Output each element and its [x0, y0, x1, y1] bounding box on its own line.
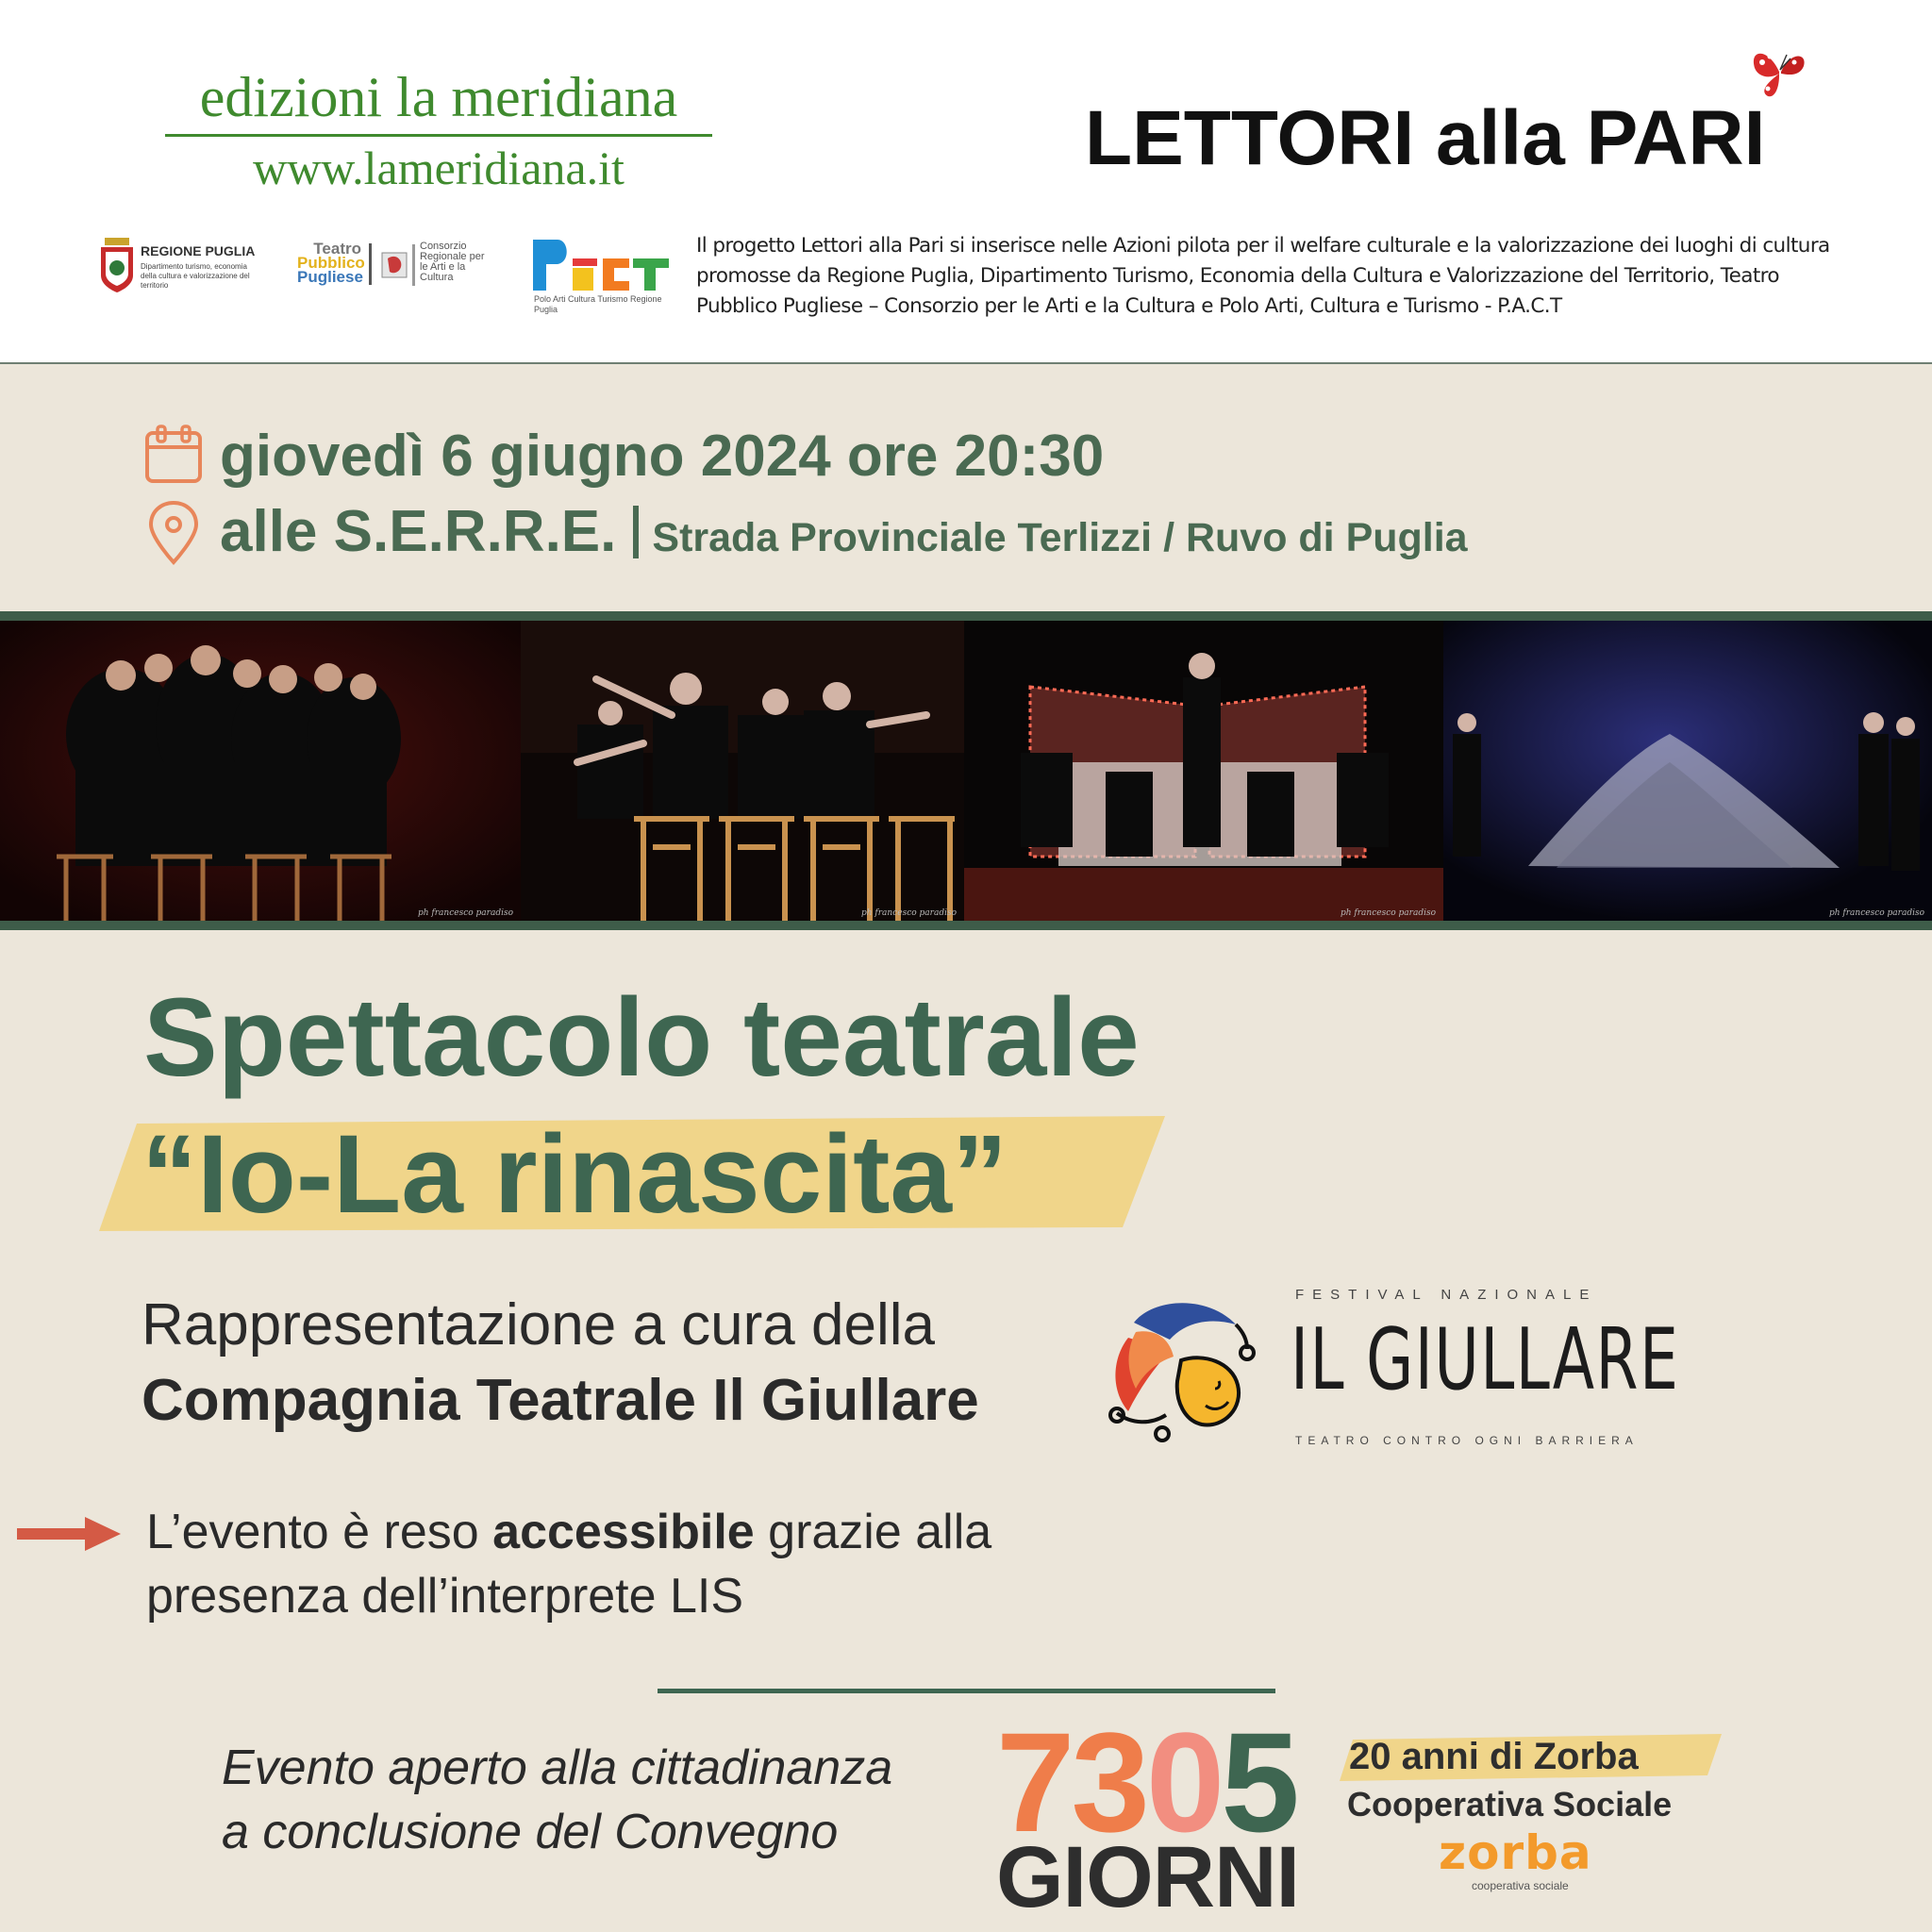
jester-icon	[1094, 1283, 1264, 1453]
zorba-logo[interactable]: zorba	[1439, 1825, 1592, 1880]
giullare-tagline: TEATRO CONTRO OGNI BARRIERA	[1295, 1434, 1639, 1447]
il-giullare-logo[interactable]	[1094, 1283, 1680, 1453]
zorba-anniversary: 20 anni di Zorba	[1349, 1736, 1639, 1777]
company-credit-line-2	[142, 1363, 979, 1439]
zorba-cooperative: Cooperativa Sociale	[1347, 1785, 1673, 1824]
photo-credit: ph francesco paradiso	[861, 908, 957, 918]
regione-puglia-subtitle: Dipartimento turismo, economia della cultura e valorizzazione del territorio	[141, 262, 250, 290]
open-event-line-1: Evento aperto alla cittadinanza	[222, 1740, 893, 1795]
publisher-name: edizioni la meridiana	[199, 66, 678, 128]
teatro-pubblico-pugliese-logo	[297, 242, 486, 298]
accessibility-note	[146, 1500, 991, 1628]
zorba-logo-subtitle: cooperativa sociale	[1472, 1879, 1569, 1892]
photo-credit: ph francesco paradiso	[1829, 908, 1924, 918]
giullare-festival-label: FESTIVAL NAZIONALE	[1295, 1287, 1598, 1303]
tpp-subtitle: Consorzio Regionale per le Arti e la Cultura	[420, 241, 485, 283]
footer-divider	[658, 1689, 1275, 1693]
photo-credit: ph francesco paradiso	[418, 908, 513, 918]
theatre-mask-icon	[380, 251, 408, 279]
place-divider	[633, 506, 639, 558]
project-description: Il progetto Lettori alla Pari si inserisce nelle Azioni pilota per il welfare culturale e la valorizzazione dei luoghi di cultura promosse da Regione Puglia, Dipartimento Turismo, Economia della Cultura e Valorizzazione del Territorio, Teatro Pubblico Pugliese – Consorzio per le Arti e la Cultura e Polo Arti, Cultura e Turismo - P.A.C.T	[696, 234, 1830, 318]
event-venue: alle S.E.R.R.E.	[220, 499, 617, 564]
photo-credit: ph francesco paradiso	[1341, 908, 1436, 918]
tpp-wordmark	[297, 240, 365, 286]
open-event-note	[222, 1736, 892, 1864]
accessibility-keyword: accessibile	[492, 1505, 755, 1559]
company-credit	[142, 1288, 979, 1439]
company-name: Compagnia Teatrale Il Giullare	[142, 1368, 979, 1433]
publisher-divider	[165, 134, 712, 137]
event-place	[220, 498, 1468, 572]
regione-puglia-logo	[99, 236, 259, 302]
stage-photo-4[interactable]	[1443, 621, 1932, 921]
pact-logo	[531, 236, 673, 330]
accessibility-text-post: grazie alla	[754, 1505, 992, 1559]
stage-photo-2-image	[521, 621, 964, 921]
stage-photo-3[interactable]	[964, 621, 1443, 921]
days-label: GIORNI	[996, 1829, 1300, 1925]
days-digit: 5	[1221, 1703, 1296, 1861]
event-address: Strada Provinciale Terlizzi / Ruvo di Puglia	[652, 515, 1468, 560]
tpp-word-3: Pugliese	[297, 268, 363, 286]
event-date: giovedì 6 giugno 2024 ore 20:30	[220, 424, 1105, 489]
calendar-icon	[143, 425, 204, 485]
tpp-divider-2	[412, 244, 415, 286]
open-event-line-2: a conclusione del Convegno	[222, 1805, 839, 1859]
pact-subtitle: Polo Arti Cultura Turismo Regione Puglia	[534, 294, 662, 314]
stage-photo-1-image	[0, 621, 521, 921]
arrow-right-icon	[17, 1515, 123, 1553]
accessibility-line-2: presenza dell’interprete LIS	[146, 1569, 744, 1624]
photo-strip	[0, 611, 1932, 930]
giullare-name: IL GIULLARE	[1291, 1310, 1680, 1409]
company-credit-line-1: Rappresentazione a cura della	[142, 1292, 935, 1357]
location-pin-icon	[146, 500, 201, 566]
stage-photo-1[interactable]	[0, 621, 521, 921]
tpp-divider	[369, 243, 372, 285]
pact-wordmark-icon	[531, 236, 673, 294]
publisher-logo[interactable]	[137, 64, 741, 195]
tpp-word-1: Teatro	[313, 240, 361, 258]
show-title: “Io-La rinascita”	[142, 1112, 1008, 1237]
days-digit: 3	[1071, 1703, 1146, 1861]
tpp-word-2: Pubblico	[297, 254, 365, 272]
regione-puglia-shield-icon	[99, 238, 135, 294]
days-digit: 7	[996, 1703, 1072, 1861]
accessibility-line-1	[146, 1500, 991, 1564]
butterfly-icon	[1747, 43, 1813, 100]
stage-photo-2[interactable]	[521, 621, 964, 921]
regione-puglia-title: REGIONE PUGLIA	[141, 243, 256, 258]
event-type-title: Spettacolo teatrale	[143, 975, 1140, 1100]
accessibility-text-pre: L’evento è reso	[146, 1505, 493, 1559]
project-title: LETTORI alla PARI	[1085, 95, 1766, 181]
header	[0, 0, 1932, 364]
publisher-url[interactable]: www.lameridiana.it	[253, 142, 625, 194]
stage-photo-4-image	[1443, 621, 1932, 921]
stage-photo-3-image	[964, 621, 1443, 921]
days-digit: 0	[1145, 1703, 1222, 1861]
